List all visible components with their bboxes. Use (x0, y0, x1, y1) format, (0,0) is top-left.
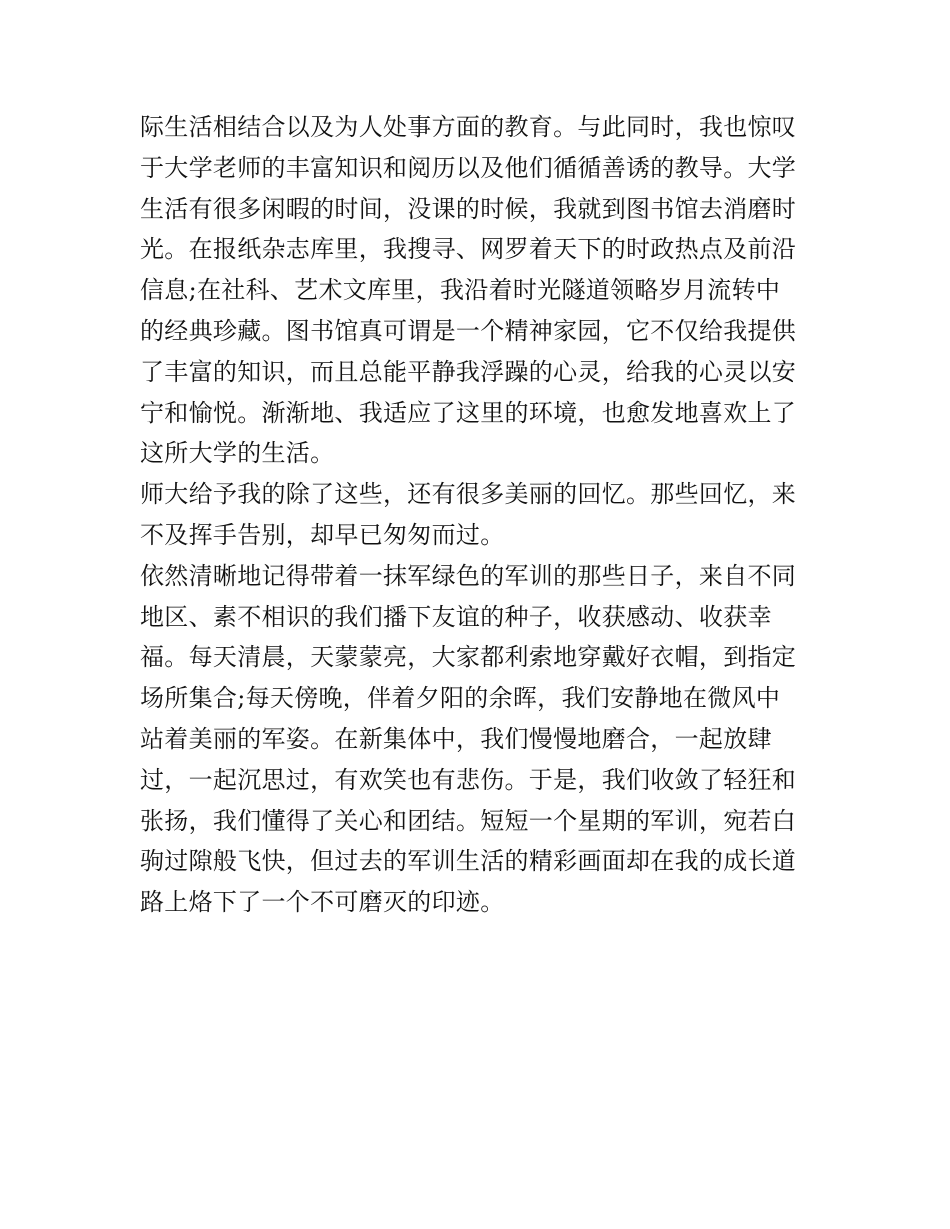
text-line: 宁和愉悦。渐渐地、我适应了这里的环境，也愈发地喜欢上了 (140, 398, 797, 427)
text-line: 福。每天清晨，天蒙蒙亮，大家都利索地穿戴好衣帽，到指定 (140, 643, 797, 672)
text-line: 不及挥手告别，却早已匆匆而过。 (140, 520, 505, 549)
text-line: 路上烙下了一个不可磨灭的印迹。 (140, 888, 505, 917)
document-body-text (140, 107, 820, 923)
text-line: 生活有很多闲暇的时间，没课的时候，我就到图书馆去消磨时 (140, 194, 797, 223)
text-line: 地区、素不相识的我们播下友谊的种子，收获感动、收获幸 (140, 602, 772, 631)
text-line: 张扬，我们懂得了关心和团结。短短一个星期的军训，宛若白 (140, 806, 797, 835)
text-line: 光。在报纸杂志库里，我搜寻、网罗着天下的时政热点及前沿 (140, 235, 797, 264)
text-line: 这所大学的生活。 (140, 439, 335, 468)
text-line: 际生活相结合以及为人处事方面的教育。与此同时，我也惊叹 (140, 113, 797, 141)
text-line: 站着美丽的军姿。在新集体中，我们慢慢地磨合，一起放肆 (140, 724, 772, 753)
text-line: 师大给予我的除了这些，还有很多美丽的回忆。那些回忆，来 (140, 480, 797, 509)
text-line: 了丰富的知识，而且总能平静我浮躁的心灵，给我的心灵以安 (140, 357, 797, 386)
text-line: 于大学老师的丰富知识和阅历以及他们循循善诱的教导。大学 (140, 153, 797, 182)
text-line: 过，一起沉思过，有欢笑也有悲伤。于是，我们收敛了轻狂和 (140, 765, 797, 794)
text-line: 场所集合;每天傍晚，伴着夕阳的余晖，我们安静地在微风中 (140, 684, 781, 713)
text-line: 依然清晰地记得带着一抹军绿色的军训的那些日子，来自不同 (140, 561, 797, 590)
text-line: 的经典珍藏。图书馆真可谓是一个精神家园，它不仅给我提供 (140, 316, 797, 345)
text-line: 信息;在社科、艺术文库里，我沿着时光隧道领略岁月流转中 (140, 276, 781, 305)
text-line: 驹过隙般飞快，但过去的军训生活的精彩画面却在我的成长道 (140, 847, 797, 876)
